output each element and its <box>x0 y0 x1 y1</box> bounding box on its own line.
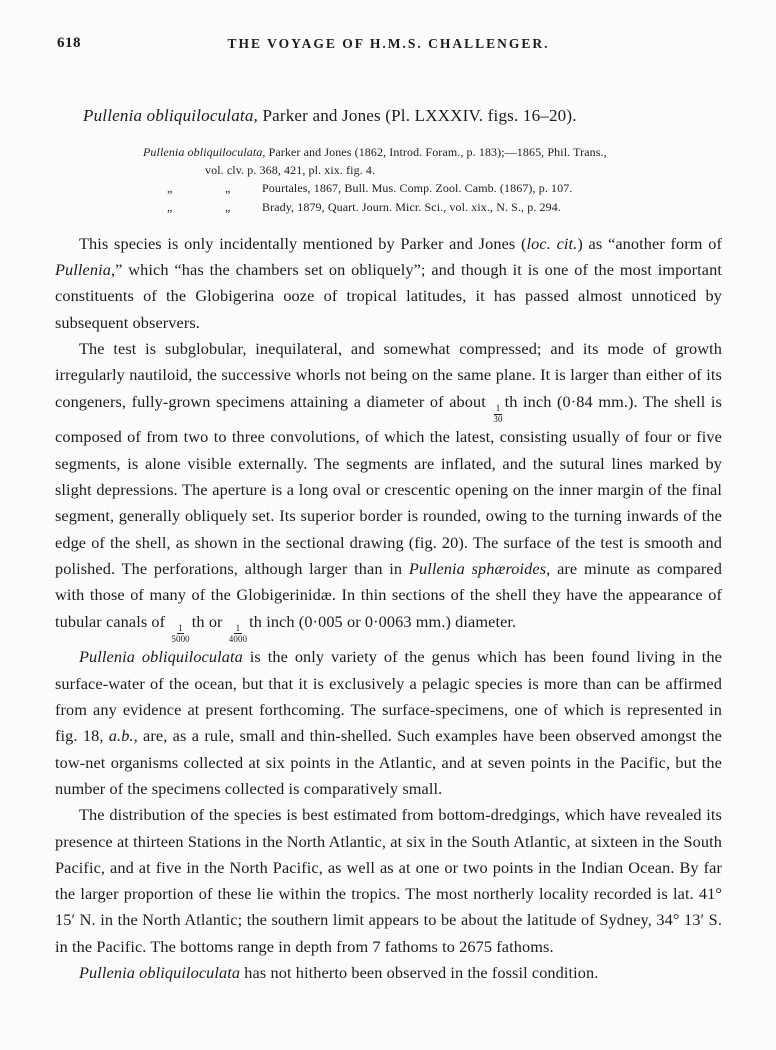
inline-fraction: $\frac{1}{30}$ <box>493 403 503 425</box>
running-header-title: THE VOYAGE OF H.M.S. CHALLENGER. <box>227 36 550 51</box>
species-heading <box>55 106 722 126</box>
text-run: ,” which “has the chambers set on obliquely”; and though it is one of the most important constituents of the Globigerina ooze of tropical latitudes, it has passed almost unnoticed by subsequent observers. <box>55 260 722 332</box>
italic-text: Pullenia <box>55 260 111 280</box>
synonymy-line <box>143 143 716 161</box>
text-run: , are, as a rule, small and thin-shelled. Such examples have been observed amongst the tow-net organisms collected at six points in the Atlantic, and at seven points in the Pacific, but the number of the specimens collected is comparatively small. <box>55 726 722 798</box>
synonymy-line <box>143 179 716 197</box>
text-run: th inch (0·84 mm.). The shell is composed of from two to three convolutions, of which the latest, consisting usually of four or five segments, is alone visible externally. The segments are inflated, and the sutural lines marked by slight depressions. The aperture is a long oval or crescentic opening on the inner margin of the final segment, generally obliquely set. Its superior border is rounded, owing to the turning inwards of the edge of the shell, as shown in the sectional drawing (fig. 20). The surface of the test is smooth and polished. The perforations, although larger than in <box>55 391 722 578</box>
text-run: ) as “another form of <box>577 233 723 253</box>
italic-text: loc. cit. <box>526 233 578 253</box>
ditto-mark: „ <box>167 199 173 214</box>
synonymy-line <box>143 198 716 216</box>
text-run: The distribution of the species is best estimated from bottom-dredgings, which have revealed its presence at thirteen Stations in the North Atlantic, at six in the South Atlantic, at sixteen in the South Pacific, and at five in the North Pacific, as well as at one or two points in the Indian Ocean. By far the larger proportion of these lie within the tropics. The most northerly locality recorded is lat. 41° 15′ N. in the North Atlantic; the southern limit appears to be about the latitude of Sydney, 34° 13′ S. in the Pacific. The bottoms range in depth from 7 fathoms to 2675 fathoms. <box>55 805 722 956</box>
text-run: th inch (0·005 or 0·0063 mm.) diameter. <box>249 611 517 631</box>
paragraph <box>55 231 722 336</box>
page-number: 618 <box>57 35 81 51</box>
synonymy-reference: , Parker and Jones (1862, Introd. Foram., p. 183);—1865, Phil. Trans., <box>262 145 607 159</box>
text-run: th or <box>191 611 227 631</box>
italic-text: a.b. <box>108 726 134 746</box>
text-run: The test is subglobular, inequilateral, and somewhat compressed; and its mode of growth irregularly nautiloid, the successive whorls not being on the same plane. It is larger than either of its congeners, fully-grown specimens attaining a diameter of about <box>55 339 722 411</box>
text-run: , Parker and Jones (Pl. LXXXIV. figs. 16–20). <box>253 106 577 125</box>
synonymy-block <box>143 143 716 216</box>
ditto-mark: „ <box>167 181 173 196</box>
running-head <box>55 36 722 58</box>
synonymy-reference: Pourtales, 1867, Bull. Mus. Comp. Zool. Camb. (1867), p. 107. <box>262 181 573 196</box>
text-run: is the only variety of the genus which has been found living in the surface-water of the ocean, but that it is exclusively a pelagic species is more than can be affirmed from any evidence at present forthcoming. The surface-specimens, one of which is represented in fig. 18, <box>55 647 722 746</box>
text-run: This species is only incidentally mentioned by Parker and Jones ( <box>79 233 527 253</box>
inline-fraction: $\frac{1}{4000}$ <box>228 623 248 644</box>
paragraph <box>55 336 722 644</box>
inline-fraction: $\frac{1}{5000}$ <box>171 623 190 644</box>
italic-text: Pullenia obliquiloculata <box>83 106 254 125</box>
paragraph <box>55 644 722 802</box>
italic-text: Pullenia obliquiloculata <box>79 647 243 667</box>
synonymy-continuation: vol. clv. p. 368, 421, pl. xix. fig. 4. <box>205 163 376 178</box>
italic-text: Pullenia sphæroides <box>408 558 547 578</box>
paragraph <box>55 802 722 960</box>
text-run: has not hitherto been observed in the fossil condition. <box>240 962 599 982</box>
synonymy-reference: Brady, 1879, Quart. Journ. Micr. Sci., vol. xix., N. S., p. 294. <box>262 199 561 214</box>
paragraph <box>55 960 722 986</box>
ditto-mark: „ <box>225 181 231 196</box>
italic-text: Pullenia obliquiloculata <box>79 962 241 982</box>
body-paragraphs <box>55 231 722 986</box>
synonymy-species-name: Pullenia obliquiloculata <box>143 145 263 159</box>
ditto-mark: „ <box>225 199 231 214</box>
text-run: , are minute as compared with those of many of the Globigerinidæ. In thin sections of the shell they have the appearance of tubular canals of <box>55 558 722 631</box>
